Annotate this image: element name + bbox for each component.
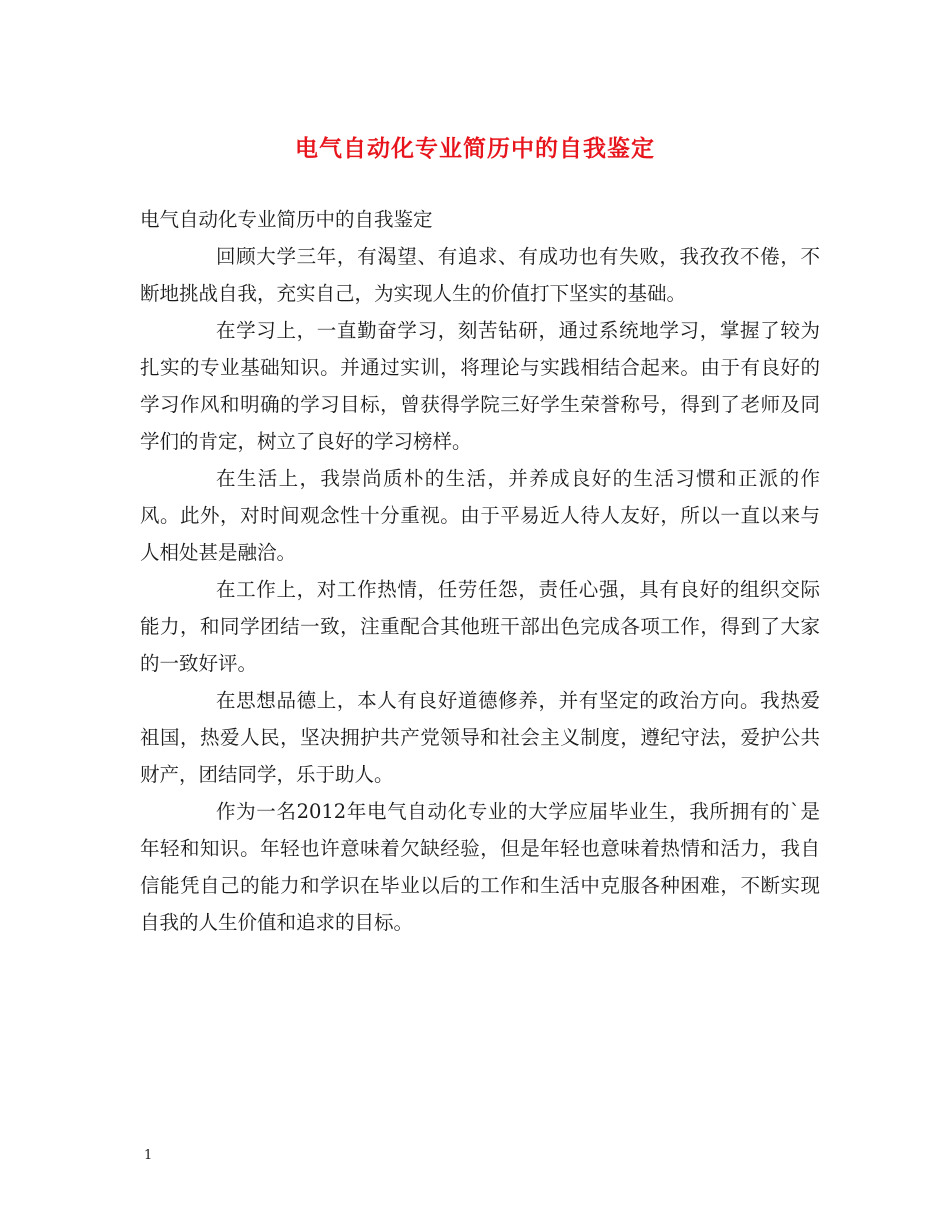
paragraph-work: 在工作上，对工作热情，任劳任怨，责任心强，具有良好的组织交际能力，和同学团结一致，注重配合其他班干部出色完成各项工作，得到了大家的一致好评。 [140, 578, 820, 675]
paragraph-life: 在生活上，我崇尚质朴的生活，并养成良好的生活习惯和正派的作风。此外，对时间观念性十分重视。由于平易近人待人友好，所以一直以来与人相处甚是融洽。 [140, 467, 820, 564]
paragraph-conclusion: 作为一名2012年电气自动化专业的大学应届毕业生，我所拥有的`是年轻和知识。年轻也许意味着欠缺经验，但是年轻也意味着热情和活力，我自信能凭自己的能力和学识在毕业以后的工作和生活中克服各种困难，不断实现自我的人生价值和追求的目标。 [140, 800, 820, 934]
paragraph-study: 在学习上，一直勤奋学习，刻苦钻研，通过系统地学习，掌握了较为扎实的专业基础知识。并通过实训，将理论与实践相结合起来。由于有良好的学习作风和明确的学习目标，曾获得学院三好学生荣誉称号，得到了老师及同学们的肯定，树立了良好的学习榜样。 [140, 319, 820, 453]
paragraph-morality: 在思想品德上，本人有良好道德修养，并有坚定的政治方向。我热爱祖国，热爱人民，坚决拥护共产党领导和社会主义制度，遵纪守法，爱护公共财产，团结同学，乐于助人。 [140, 689, 820, 786]
paragraph-review: 回顾大学三年，有渴望、有追求、有成功也有失败，我孜孜不倦，不断地挑战自我，充实自己，为实现人生的价值打下坚实的基础。 [140, 245, 820, 305]
document-body [140, 201, 820, 941]
page-number: 1 [144, 1148, 153, 1163]
document-subtitle: 电气自动化专业简历中的自我鉴定 [140, 208, 433, 231]
document-title: 电气自动化专业简历中的自我鉴定 [295, 135, 655, 162]
